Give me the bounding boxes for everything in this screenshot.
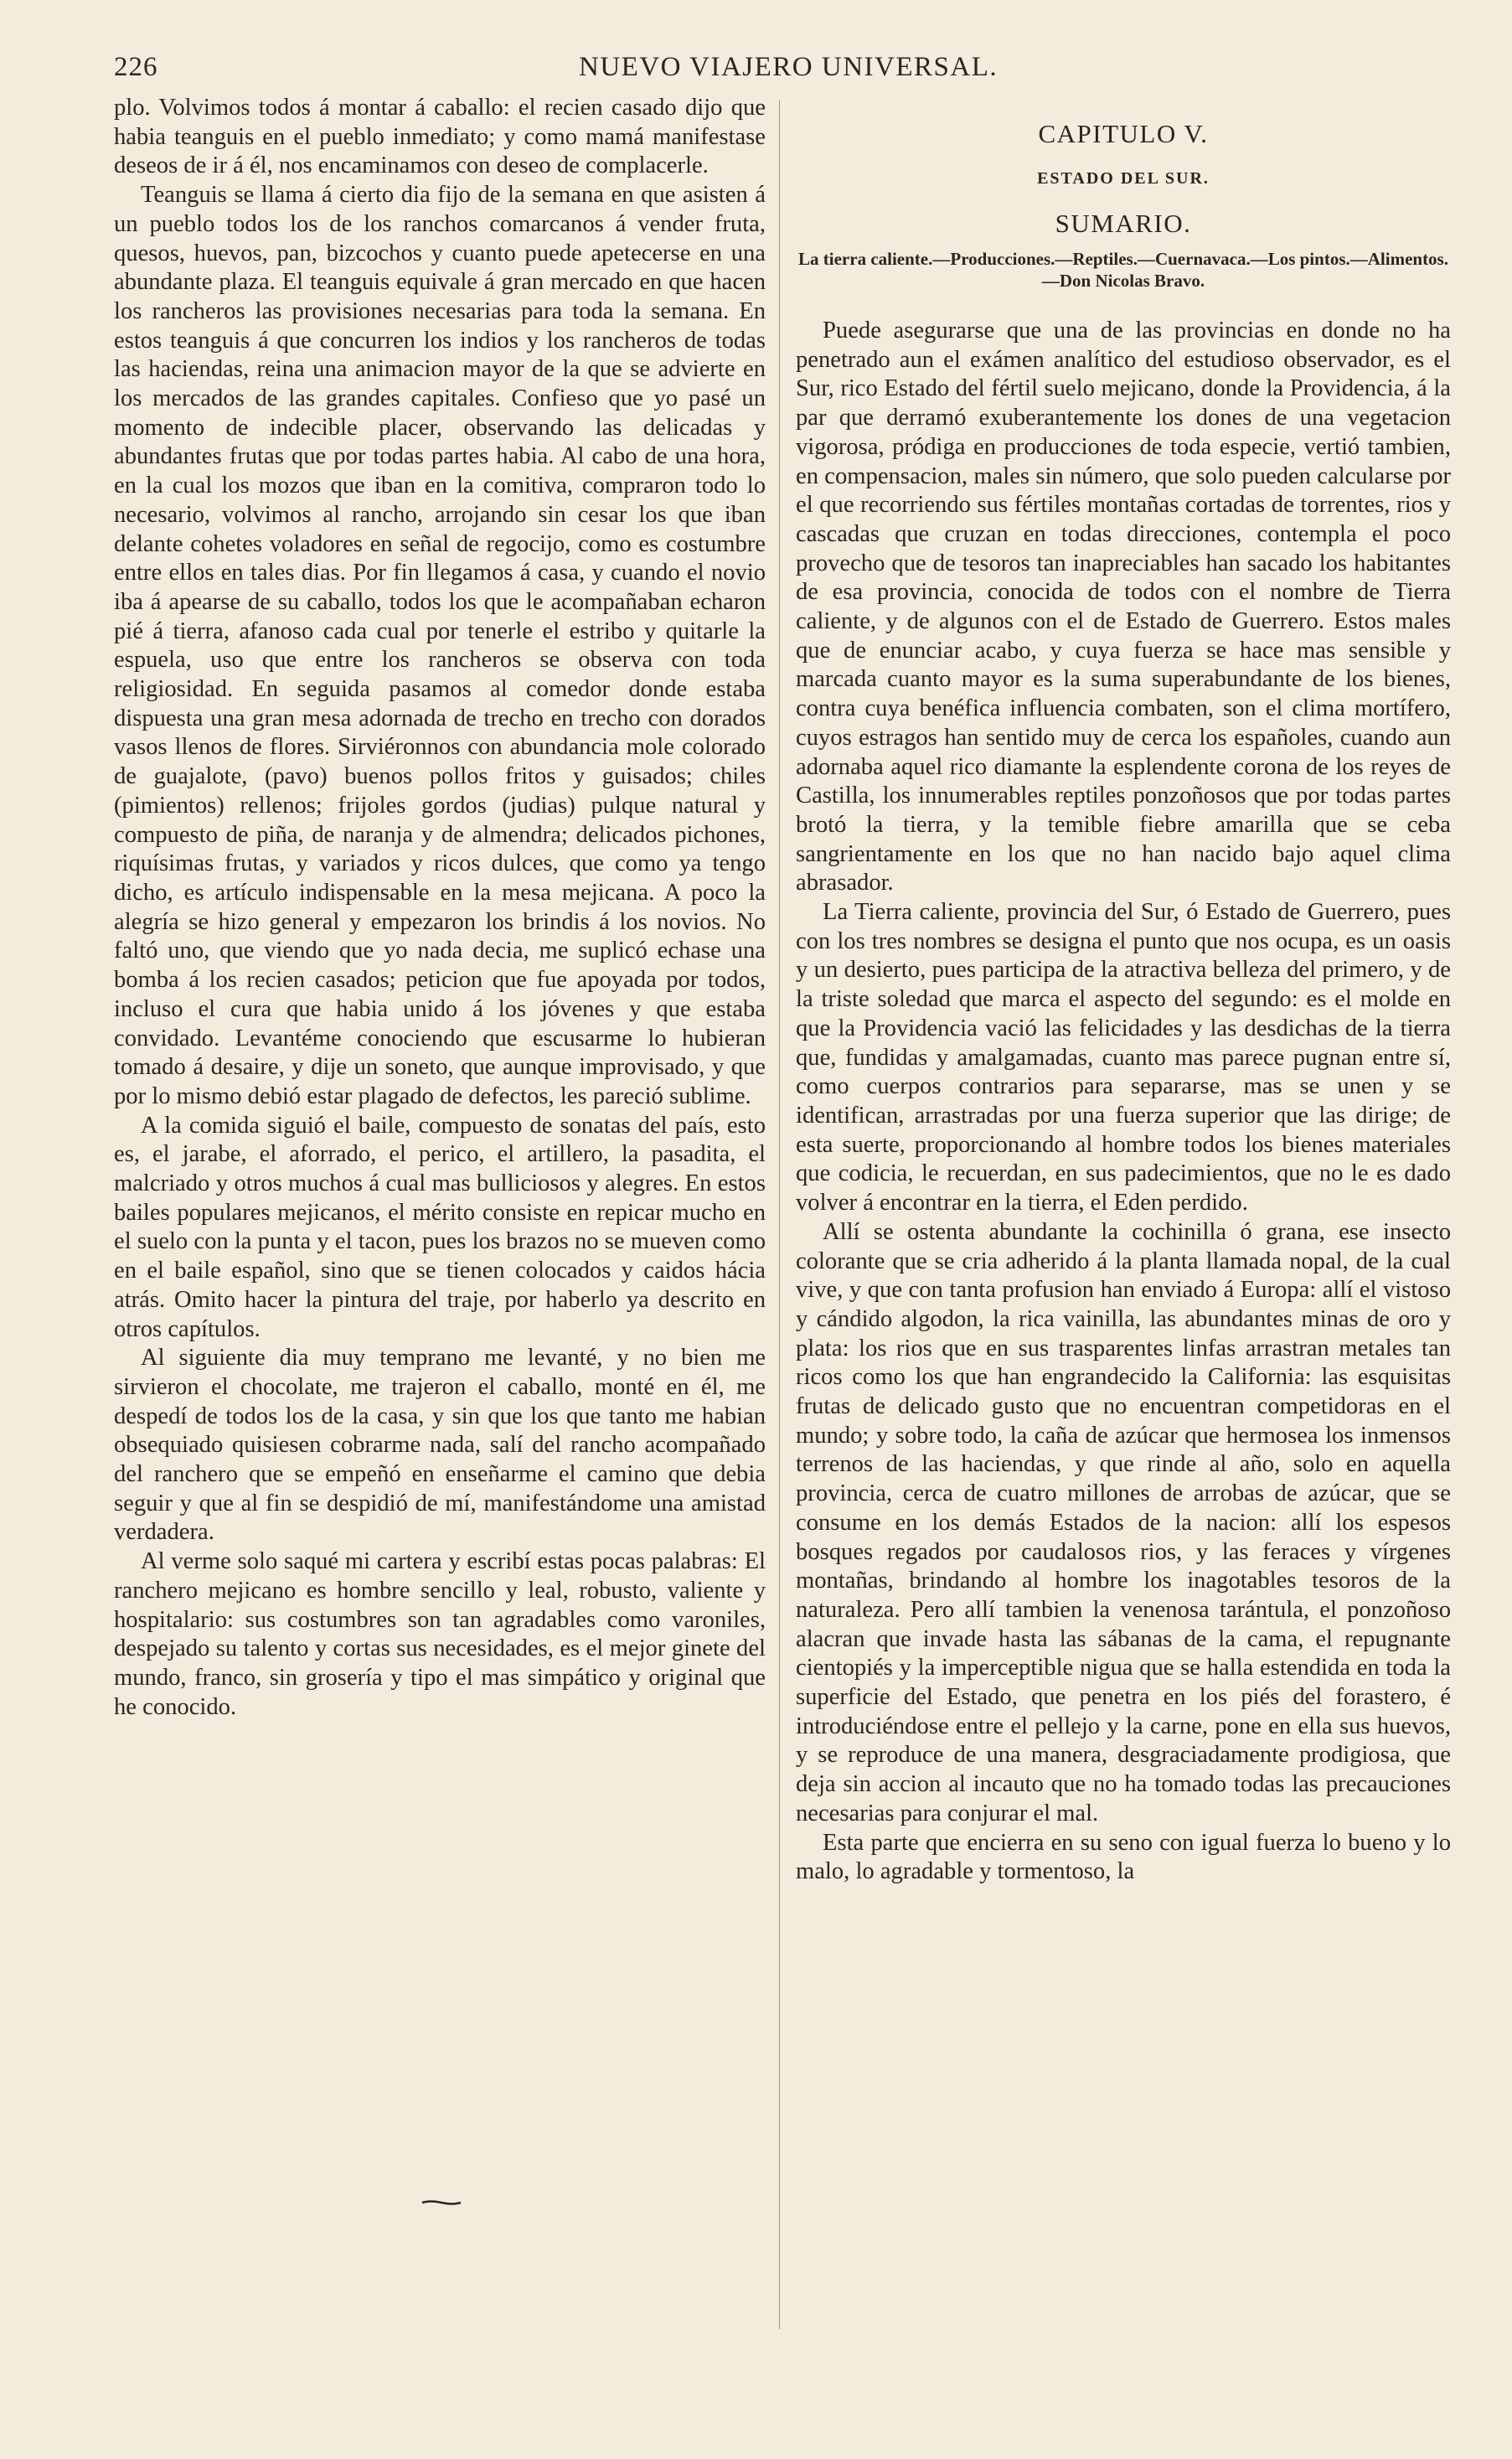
sumario-text: La tierra caliente.—Producciones.—Reptiles.—Cuernavaca.—Los pintos.—Alimentos.—Don Nicolas Bravo. xyxy=(798,249,1448,291)
running-head: NUEVO VIAJERO UNIVERSAL. xyxy=(579,52,999,82)
paragraph: Allí se ostenta abundante la cochinilla ó grana, ese insecto colorante que se cria adherido á la planta llamada nopal, de la cual vive, y que con tanta profusion han enviado á Europa: allí el vistoso y cándido algodon, la rica vainilla, las abundantes minas de oro y plata: los rios que en sus trasparentes linfas arrastran metales tan ricos como los que han engrandecido la California: las esquisitas frutas de delicado gusto que no encuentran competidoras en el mundo; y sobre todo, la caña de azúcar que hermosea los inmensos terrenos de las haciendas, y que rinde al año, solo en aquella provincia, cerca de cuatro millones de arrobas de azúcar, que se consume en los demás Estados de la nacion: allí los espesos bosques regados por caudalosos rios, y las feraces y vírgenes montañas, brindando al hombre los inagotables tesoros de la naturaleza. Pero allí tambien la venenosa tarántula, el ponzoñoso alacran que invade hasta las sábanas de la cama, el repugnante cientopiés y la imperceptible nigua que se halla estendida en toda la superficie del Estado, que penetra en los piés del forastero, é introduciéndose entre el pellejo y la carne, pone en ella sus huevos, y se reproduce de una manera, desgraciadamente prodigiosa, que deja sin accion al incauto que no ha tomado todas las precauciones necesarias para conjurar el mal. xyxy=(796,1218,1451,1826)
paragraph: Teanguis se llama á cierto dia fijo de la semana en que asisten á un pueblo todos los de los ranchos comarcanos á vender fruta, quesos, huevos, pan, bizcochos y cuanto puede apetecerse en una abundante plaza. El teanguis equivale á gran mercado en que hacen los rancheros las provisiones necesarias para toda la semana. En estos teanguis á que concurren los indios y los rancheros de todas las haciendas, reina una animacion mayor de la que se advierte en los mercados de las grandes capitales. Confieso que yo pasé un momento de indecible placer, observando las delicadas y abundantes frutas que por todas partes habia. Al cabo de una hora, en la cual los mozos que iban en la comitiva, compraron todo lo necesario, volvimos al rancho, arrojando sin cesar los que iban delante cohetes voladores en señal de regocijo, como es costumbre entre ellos en tales dias. Por fin llegamos á casa, y cuando el novio iba á apearse de su caballo, todos los que le acompañaban echaron pié á tierra, afanoso cada cual por tenerle el estribo y quitarle la espuela, uso que entre los rancheros se observa con toda religiosidad. En seguida pasamos al comedor donde estaba dispuesta una gran mesa adornada de trecho en trecho con dorados vasos llenos de flores. Sirviéronnos con abundancia mole colorado de guajalote, (pavo) buenos pollos fritos y guisados; chiles (pimientos) rellenos; frijoles gordos (judias) pulque natural y compuesto de piña, de naranja y de almendra; delicados pichones, riquísimas frutas, y variados y ricos dulces, que como ya tengo dicho, es artículo indispensable en la mesa mejicana. A poco la alegría se hizo general y empezaron los brindis á los novios. No faltó uno, que viendo que yo nada decia, me suplicó echase una bomba á los recien casados; peticion que fue apoyada por todos, incluso el cura que habia unido á los jóvenes y que estaba convidado. Levantéme conociendo que escusarme lo hubieran tomado á desaire, y dije un soneto, que aunque improvisado, y que por lo mismo debió estar plagado de defectos, les pareció sublime. xyxy=(114,182,766,1109)
left-column xyxy=(114,94,766,1722)
right-column xyxy=(796,117,1451,1887)
paragraph: A la comida siguió el baile, compuesto de sonatas del país, esto es, el jarabe, el aforrado, el perico, el artillero, la pasadita, el malcriado y otros muchos á cual mas bulliciosos y alegres. En estos bailes populares mejicanos, el mérito consiste en repicar mucho en el suelo con la punta y el tacon, pues los brazos no se mueven como en el baile español, sino que se tienen colocados y caidos hácia atrás. Omito hacer la pintura del traje, por haberlo ya descrito en otros capítulos. xyxy=(114,1112,766,1342)
paragraph: Al verme solo saqué mi cartera y escribí estas pocas palabras: El ranchero mejicano es hombre sencillo y leal, robusto, valiente y hospitalario: sus costumbres son tan agradables como varoniles, despejado su talento y cortas sus necesidades, es el mejor ginete del mundo, franco, sin grosería y tipo el mas simpático y original que he conocido. xyxy=(114,1548,766,1720)
paragraph: Puede asegurarse que una de las provincias en donde no ha penetrado aun el exámen analítico del estudioso observador, es el Sur, rico Estado del fértil suelo mejicano, donde la Providencia, á la par que derramó exuberantemente los dones de una vegetacion vigorosa, pródiga en producciones de toda especie, vertió tambien, en compensacion, males sin número, que solo pueden calcularse por el que recorriendo sus fértiles montañas cortadas de torrentes, rios y cascadas que cruzan en todas direcciones, contempla el poco provecho que de tesoros tan inapreciables han sacado los habitantes de esa provincia, conocida de todos con el nombre de Tierra caliente, y de algunos con el de Estado de Guerrero. Estos males que de enunciar acabo, y cuya fuerza se hace mas sensible y marcada cuanto mayor es la suma superabundante de los bienes, contra cuya benéfica influencia combaten, son el clima mortífero, cuyos estragos han sentido muy de cerca los españoles, cuando aun adornaba aquel rico diamante la esplendente corona de los reyes de Castilla, los innumerables reptiles ponzoñosos que por todas partes brotó la tierra, y la temible fiebre amarilla que se ceba sangrientamente en los que no han nacido bajo aquel clima abrasador. xyxy=(796,318,1451,896)
page-number: 226 xyxy=(114,52,158,82)
section-title: ESTADO DEL SUR. xyxy=(1037,169,1210,188)
section-end-ornament-icon xyxy=(421,2199,462,2206)
page-header xyxy=(114,52,1454,90)
paragraph: Esta parte que encierra en su seno con igual fuerza lo bueno y lo malo, lo agradable y tormentoso, la xyxy=(796,1829,1451,1885)
paragraph: Al siguiente dia muy temprano me levanté, y no bien me sirvieron el chocolate, me trajeron el caballo, monté en él, me despedí de todos los de la casa, y sin que los que tanto me habian obsequiado quisiesen cobrarme nada, salí del rancho acompañado del ranchero que se empeñó en enseñarme el camino que debia seguir y que al fin se despidió de mí, manifestándome una amistad verdadera. xyxy=(114,1345,766,1546)
sumario-heading: SUMARIO. xyxy=(1055,209,1192,238)
chapter-title: CAPITULO V. xyxy=(1038,119,1209,148)
paragraph: plo. Volvimos todos á montar á caballo: el recien casado dijo que habia teanguis en el pueblo inmediato; y como mamá manifestase deseos de ir á él, nos encaminamos con deseo de complacerle. xyxy=(114,95,766,179)
paragraph: La Tierra caliente, provincia del Sur, ó Estado de Guerrero, pues con los tres nombres se designa el punto que nos ocupa, es un oasis y un desierto, pues participa de la atractiva belleza del primero, y de la triste soledad que marca el aspecto del segundo: es el molde en que la Providencia vació las felicidades y las desdichas de la tierra que, fundidas y amalgamadas, cuanto mas parece pugnan entre sí, como cuerpos contrarios para separarse, mas se unen y se identifican, arrastradas por una fuerza superior que las dirige; de esta suerte, proporcionando al hombre todos los bienes materiales que codicia, le recuerdan, en sus padecimientos, que no le es dado volver á encontrar en la tierra, el Eden perdido. xyxy=(796,899,1451,1217)
column-divider xyxy=(779,101,780,2329)
